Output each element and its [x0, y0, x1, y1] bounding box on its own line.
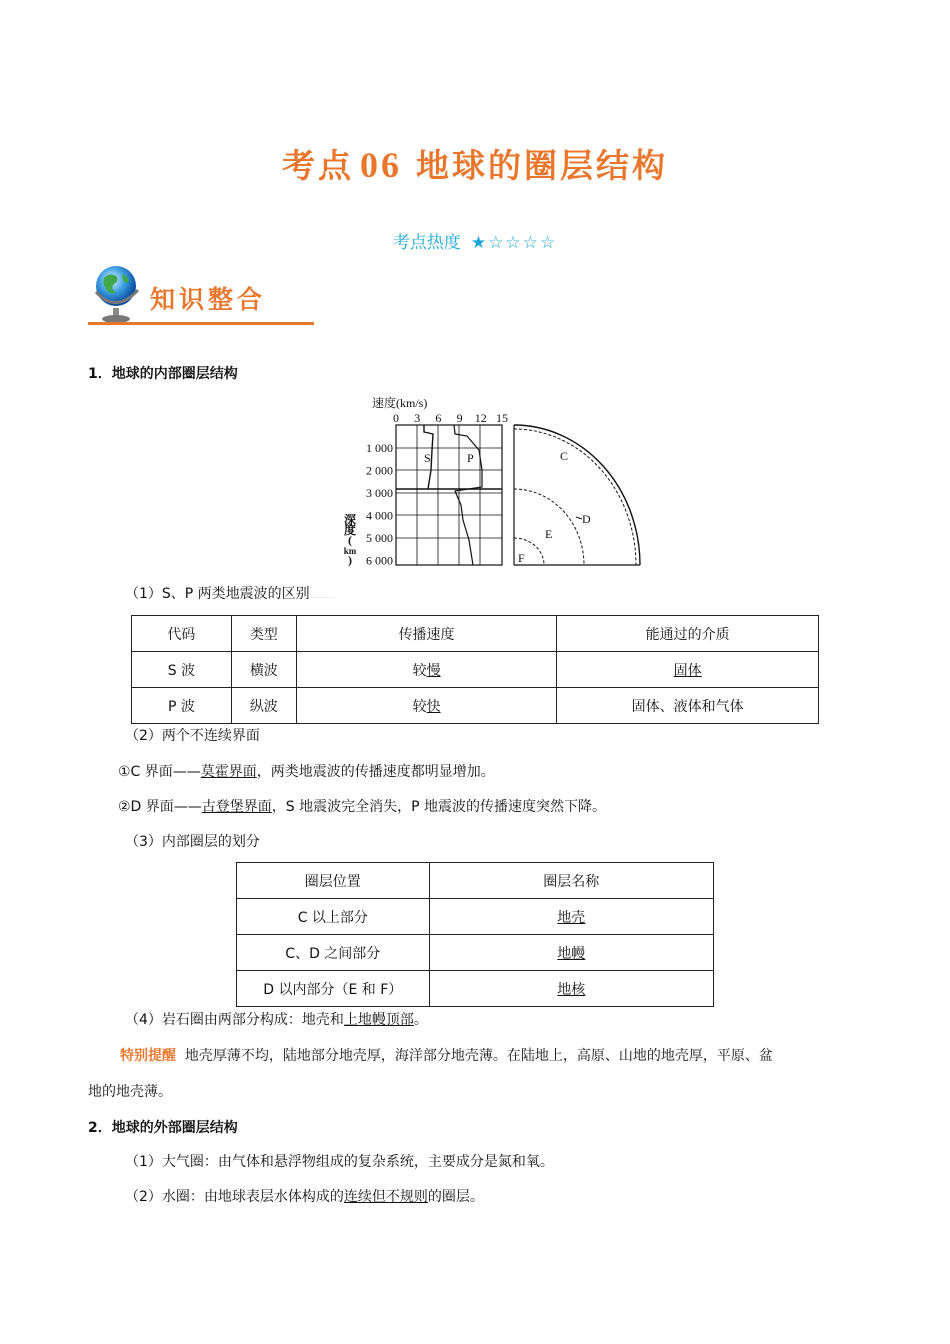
interface-c-label: ①C 界面——: [118, 764, 201, 780]
depth-tick-label: 4 000: [366, 508, 393, 523]
depth-tick-label: 5 000: [366, 531, 393, 545]
page-title: [0, 140, 950, 187]
speed-tick-label: 9: [456, 411, 463, 425]
depth-tick-label: 6 000: [366, 553, 393, 568]
medium-value: 固体: [673, 662, 702, 679]
question-4: [125, 1010, 428, 1030]
wave-label-p: P: [467, 451, 474, 465]
interface-d-label: ②D 界面——: [118, 799, 202, 815]
wave-comparison-table: [131, 615, 819, 724]
table-row: [237, 971, 714, 1007]
table-row: [132, 688, 819, 724]
table-cell: 固体、液体和气体: [557, 688, 819, 724]
table-row: [237, 935, 714, 971]
interface-c-name: 莫霍界面: [200, 764, 257, 780]
table-cell: S 波: [132, 652, 232, 688]
speed-prefix: 较: [412, 662, 427, 679]
depth-axis-label: 度: [343, 523, 357, 537]
table-cell: 横波: [231, 652, 296, 688]
hydrosphere-prefix: （2）水圈：由地球表层水体构成的: [125, 1189, 344, 1205]
title-prefix: 考点: [282, 146, 354, 185]
table-cell: 纵波: [231, 688, 296, 724]
title-number: 06: [360, 145, 402, 185]
layer-label-d: D: [582, 512, 591, 526]
layer-name: 地壳: [557, 909, 586, 926]
question-4-end: 。: [413, 1012, 428, 1028]
tip-text: 地壳厚薄不均，陆地部分地壳厚，海洋部分地壳薄。在陆地上，高原、山地的地壳厚，平原、盆: [184, 1048, 773, 1064]
interface-d-desc: ，S 地震波完全消失，P 地震波的传播速度突然下降。: [271, 799, 607, 815]
speed-tick-label: 6: [435, 411, 442, 425]
table-row: [237, 899, 714, 935]
layer-label-e: E: [545, 527, 553, 541]
title-rest: 地球的圈层结构: [416, 146, 668, 185]
question-4-text: （4）岩石圈由两部分构成：地壳和: [125, 1012, 344, 1028]
wave-label-s: S: [424, 451, 431, 465]
layer-name: 地核: [557, 981, 586, 998]
tip-line-2: 地的地壳薄。: [88, 1084, 172, 1100]
table-cell: [429, 971, 713, 1007]
table-cell: P 波: [132, 688, 232, 724]
hydrosphere-answer: 连续但不规则: [343, 1189, 428, 1205]
table-cell: [557, 652, 819, 688]
table-header-cell: 圈层名称: [429, 863, 713, 899]
question-1: [125, 584, 334, 607]
interface-c-desc: ，两类地震波的传播速度都明显增加。: [256, 764, 495, 780]
interface-c: [118, 762, 495, 782]
depth-tick-label: 2 000: [366, 463, 393, 478]
table-cell: D 以内部分（E 和 F）: [237, 971, 430, 1007]
badge-label: 知识整合: [150, 285, 267, 314]
speed-tick-label: 15: [496, 411, 508, 425]
table-header-cell: 传播速度: [296, 616, 557, 652]
table-header-cell: 能通过的介质: [557, 616, 819, 652]
section2-heading: 2．地球的外部圈层结构: [88, 1120, 238, 1136]
table-cell: [429, 899, 713, 935]
table-row: [132, 652, 819, 688]
speed-label: 速度(km/s): [372, 396, 428, 410]
layer-label-c: C: [560, 449, 569, 463]
question-1-text: （1）S、P 两类地震波的区别: [125, 586, 310, 602]
depth-axis-label: (: [348, 533, 352, 547]
depth-axis-label: ): [348, 553, 352, 567]
heat-stars: ★☆☆☆☆: [470, 233, 558, 253]
speed-tick-label: 0: [393, 411, 399, 425]
interface-d-name: 古登堡界面: [201, 799, 272, 815]
depth-axis-label: km: [343, 546, 357, 556]
interface-d: [118, 797, 606, 817]
speed-prefix: 较: [412, 698, 427, 715]
hydrosphere-end: 的圈层。: [427, 1189, 484, 1205]
layer-name: 地幔: [557, 945, 586, 962]
depth-tick-label: 3 000: [366, 486, 393, 500]
layer-label-f: F: [518, 551, 525, 565]
speed-value: 慢: [426, 662, 441, 679]
speed-tick-label: 12: [474, 411, 487, 425]
tip-label: 特别提醒: [120, 1048, 176, 1064]
table-header-row: [132, 616, 819, 652]
heat-rating: [0, 228, 950, 253]
seismic-diagram: [336, 390, 646, 570]
speed-value: 快: [426, 698, 441, 715]
table-header-cell: 圈层位置: [237, 863, 430, 899]
section1-heading: 1．地球的内部圈层结构: [88, 366, 238, 382]
question-4-answer: 上地幔顶部: [343, 1012, 414, 1028]
table-cell: [296, 688, 557, 724]
table-header-row: [237, 863, 714, 899]
table-cell: [429, 935, 713, 971]
question-3: （3）内部圈层的划分: [125, 834, 260, 850]
depth-tick-label: 1 000: [366, 441, 393, 455]
heat-label: 考点热度: [392, 233, 461, 253]
table-header-cell: 类型: [231, 616, 296, 652]
layer-division-table: [236, 862, 714, 1007]
table-header-cell: 代码: [132, 616, 232, 652]
hydrosphere-text: [125, 1187, 484, 1207]
table-cell: [296, 652, 557, 688]
atmosphere-text: （1）大气圈：由气体和悬浮物组成的复杂系统，主要成分是氮和氧。: [125, 1154, 554, 1170]
question-1-note: ………………: [309, 594, 334, 599]
depth-axis-label: 深: [343, 513, 357, 527]
question-2: （2）两个不连续界面: [125, 728, 260, 744]
badge-underline: [88, 322, 314, 325]
tip-line-1: [120, 1046, 773, 1066]
speed-tick-label: 3: [414, 411, 421, 425]
table-cell: C、D 之间部分: [237, 935, 430, 971]
table-cell: C 以上部分: [237, 899, 430, 935]
